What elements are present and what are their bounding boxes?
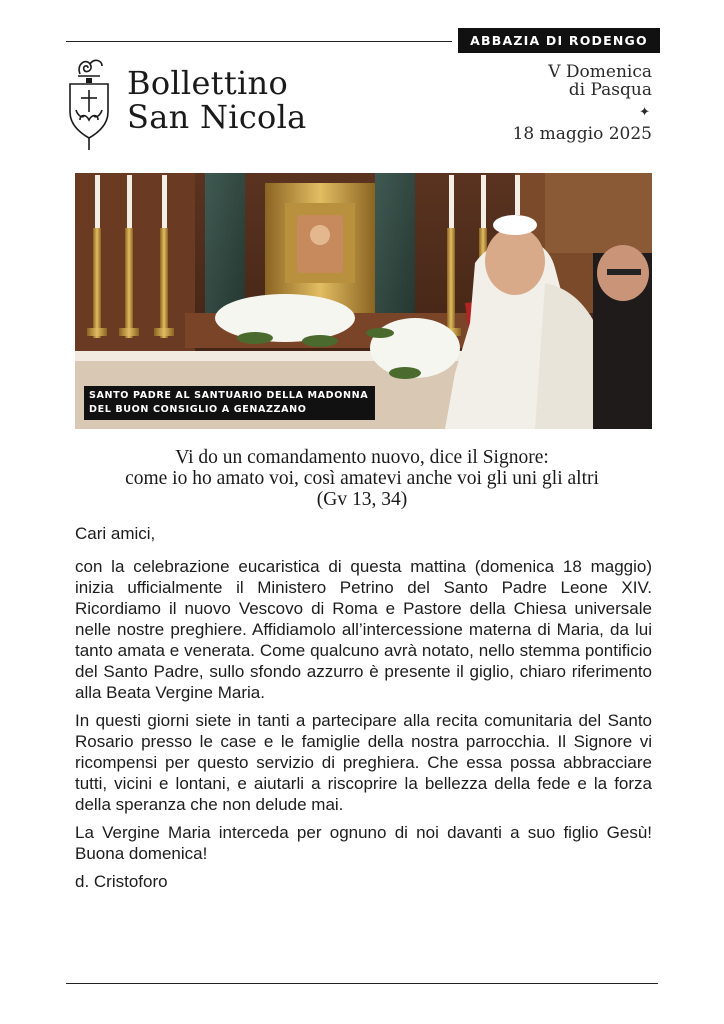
liturgical-occasion-line2: di Pasqua bbox=[568, 80, 652, 100]
letter-paragraph: con la celebrazione eucaristica di questa mattina (domenica 18 maggio) inizia ufficialmente il Ministero Petrino del Santo Padre Leone XIV. Ricordiamo il nuovo Vescovo di Roma e Pastore della Chiesa universale nelle nostre preghiere. Affidiamolo all’intercessione materna di Maria, da lui tanto amata e venerata. Come qualcuno avrà notato, nello stemma pontificio del Santo Padre, sullo sfondo azzurro è presente il giglio, chiaro riferimento alla Beata Vergine Maria. bbox=[75, 557, 652, 702]
quote-line2: come io ho amato voi, così amatevi anche voi gli uni gli altri bbox=[125, 468, 599, 489]
photo-caption-line2: DEL BUON CONSIGLIO A GENAZZANO bbox=[89, 404, 307, 415]
issue-date: 18 maggio 2025 bbox=[512, 124, 652, 144]
photo-caption bbox=[84, 386, 375, 420]
top-rule bbox=[66, 41, 452, 42]
crest-icon bbox=[66, 54, 112, 152]
star-icon: ✦ bbox=[639, 105, 650, 120]
quote-line1: Vi do un comandamento nuovo, dice il Signore: bbox=[175, 447, 549, 468]
issue-info bbox=[452, 63, 652, 143]
quote-reference: (Gv 13, 34) bbox=[316, 489, 408, 510]
bottom-rule bbox=[66, 983, 658, 984]
letter-signature: d. Cristoforo bbox=[75, 872, 168, 891]
letter-greeting: Cari amici, bbox=[75, 524, 156, 543]
liturgical-occasion-line1: V Domenica bbox=[548, 62, 652, 82]
bulletin-title-line1: Bollettino bbox=[127, 64, 289, 102]
pastor-letter bbox=[75, 523, 652, 899]
bulletin-title-line2: San Nicola bbox=[127, 98, 307, 136]
letter-paragraph: In questi giorni siete in tanti a partecipare alla recita comunitaria del Santo Rosario presso le case e le famiglie della nostra parrocchia. Il Signore vi ricompensi per questo servizio di preghiera. Che essa possa abbracciare tutti, vicini e lontani, e aiutarli a riscoprire la bellezza della fede e la forza della speranza che non delude mai. bbox=[75, 711, 652, 814]
letter-paragraph: La Vergine Maria interceda per ognuno di noi davanti a suo figlio Gesù! Buona domenica! bbox=[75, 823, 652, 863]
scripture-quote bbox=[66, 447, 658, 510]
photo-caption-line1: SANTO PADRE AL SANTUARIO DELLA MADONNA bbox=[89, 390, 369, 401]
abbey-badge: ABBAZIA DI RODENGO bbox=[458, 28, 660, 53]
